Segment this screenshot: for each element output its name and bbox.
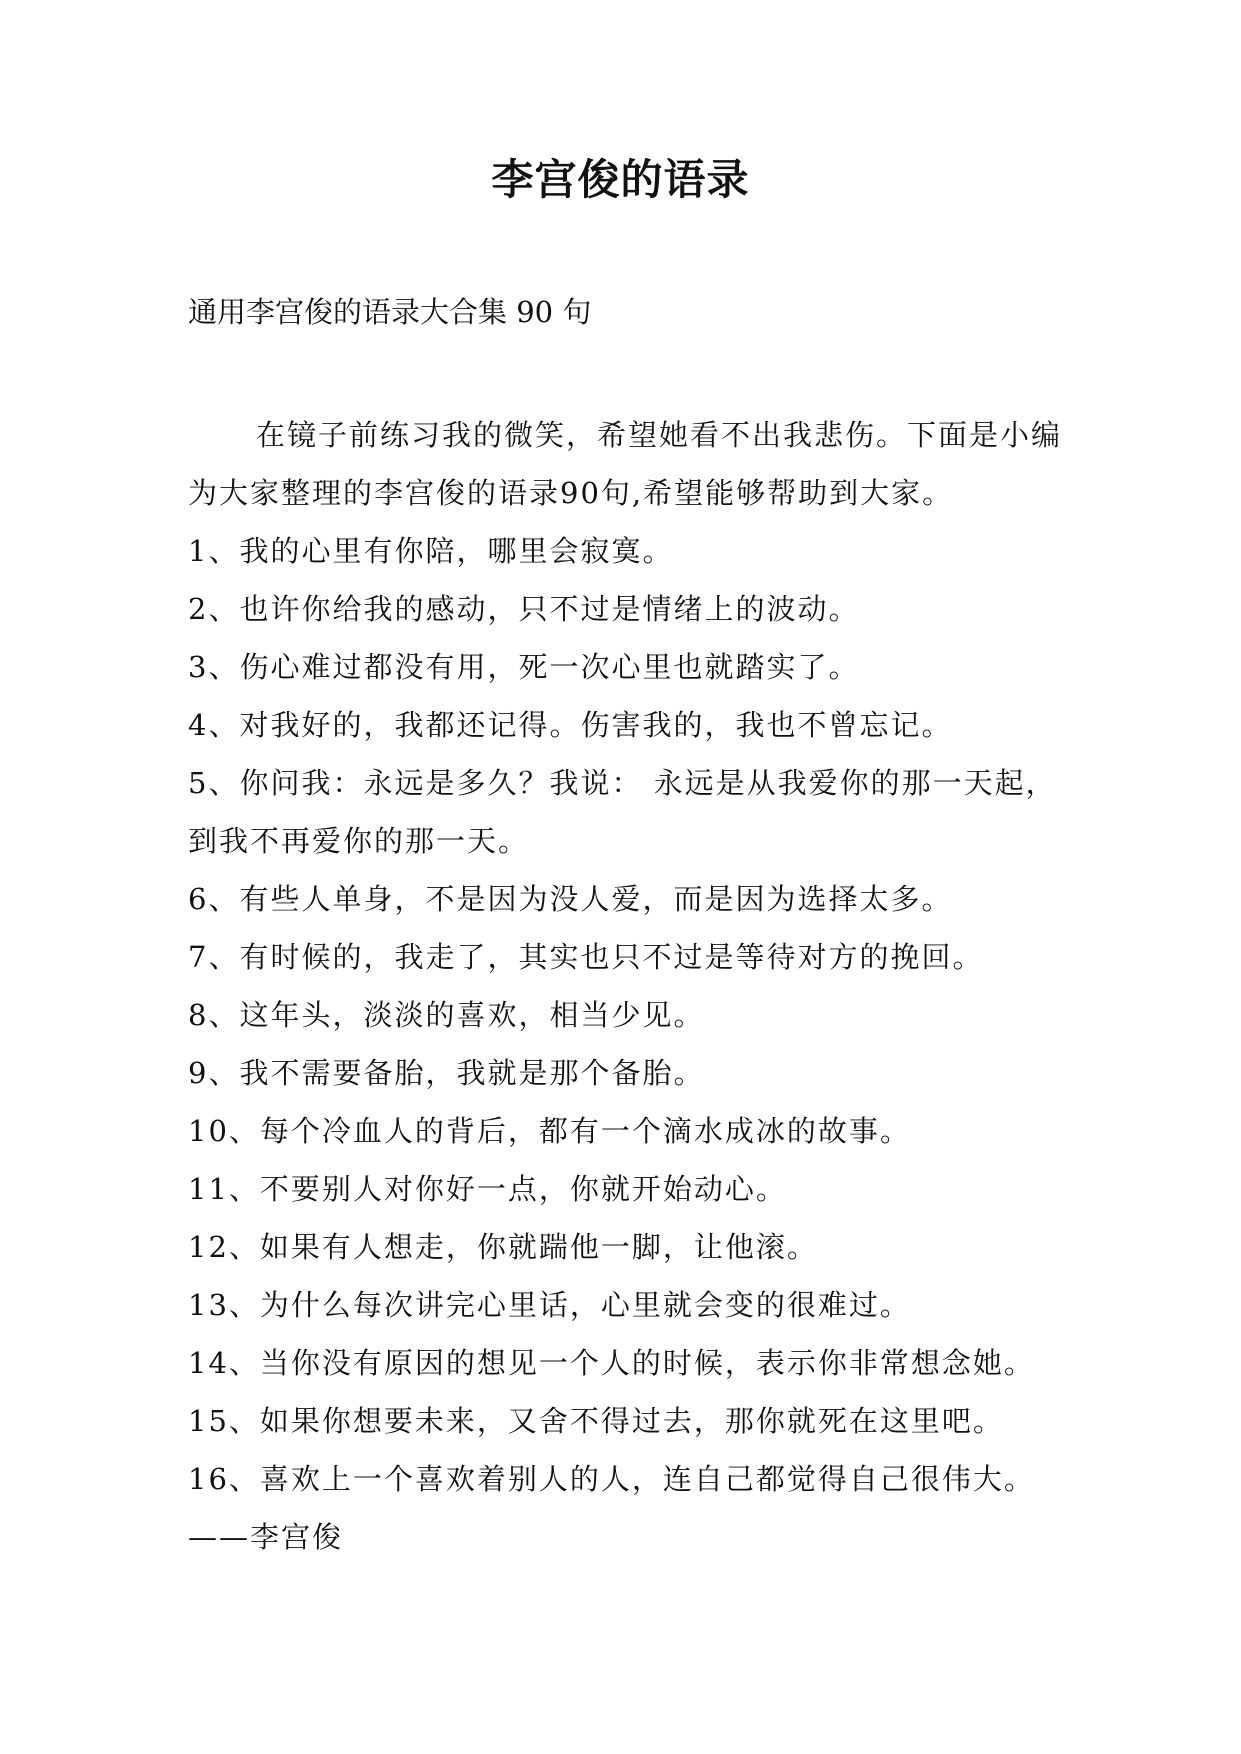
quote-item: 10、每个冷血人的背后，都有一个滴水成冰的故事。 [188, 1114, 911, 1148]
quote-item: 5、你问我：永远是多久？我说： 永远是从我爱你的那一天起，到我不再爱你的那一天。 [188, 766, 1057, 858]
quote-item: 7、有时候的，我走了，其实也只不过是等待对方的挽回。 [188, 940, 984, 974]
quote-item: 15、如果你想要未来，又舍不得过去，那你就死在这里吧。 [188, 1404, 1004, 1438]
page-title: 李宫俊的语录 [491, 155, 750, 204]
quote-item: 8、这年头，淡淡的喜欢，相当少见。 [188, 998, 705, 1032]
document-body [188, 406, 1068, 1566]
intro-paragraph: 在镜子前练习我的微笑，希望她看不出我悲伤。下面是小编为大家整理的李宫俊的语录90句,希望能够帮助到大家。 [188, 418, 1063, 510]
quote-item: 9、我不需要备胎，我就是那个备胎。 [188, 1056, 705, 1090]
quote-item: 14、当你没有原因的想见一个人的时候，表示你非常想念她。 [188, 1346, 1035, 1380]
quote-item: 4、对我好的，我都还记得。伤害我的，我也不曾忘记。 [188, 708, 953, 742]
quote-item: 12、如果有人想走，你就踹他一脚，让他滚。 [188, 1230, 818, 1264]
attribution: ——李宫俊 [188, 1520, 344, 1554]
quote-item: 16、喜欢上一个喜欢着别人的人，连自己都觉得自己很伟大。 [188, 1462, 1035, 1496]
quote-item: 13、为什么每次讲完心里话，心里就会变的很难过。 [188, 1288, 911, 1322]
quote-item: 2、也许你给我的感动，只不过是情绪上的波动。 [188, 592, 860, 626]
document-subtitle: 通用李宫俊的语录大合集 90 句 [188, 295, 592, 329]
quote-item: 6、有些人单身，不是因为没人爱，而是因为选择太多。 [188, 882, 953, 916]
quote-item: 11、不要别人对你好一点，你就开始动心。 [188, 1172, 787, 1206]
quote-list [188, 522, 1068, 1508]
quote-item: 3、伤心难过都没有用，死一次心里也就踏实了。 [188, 650, 860, 684]
quote-item: 1、我的心里有你陪，哪里会寂寞。 [188, 534, 674, 568]
